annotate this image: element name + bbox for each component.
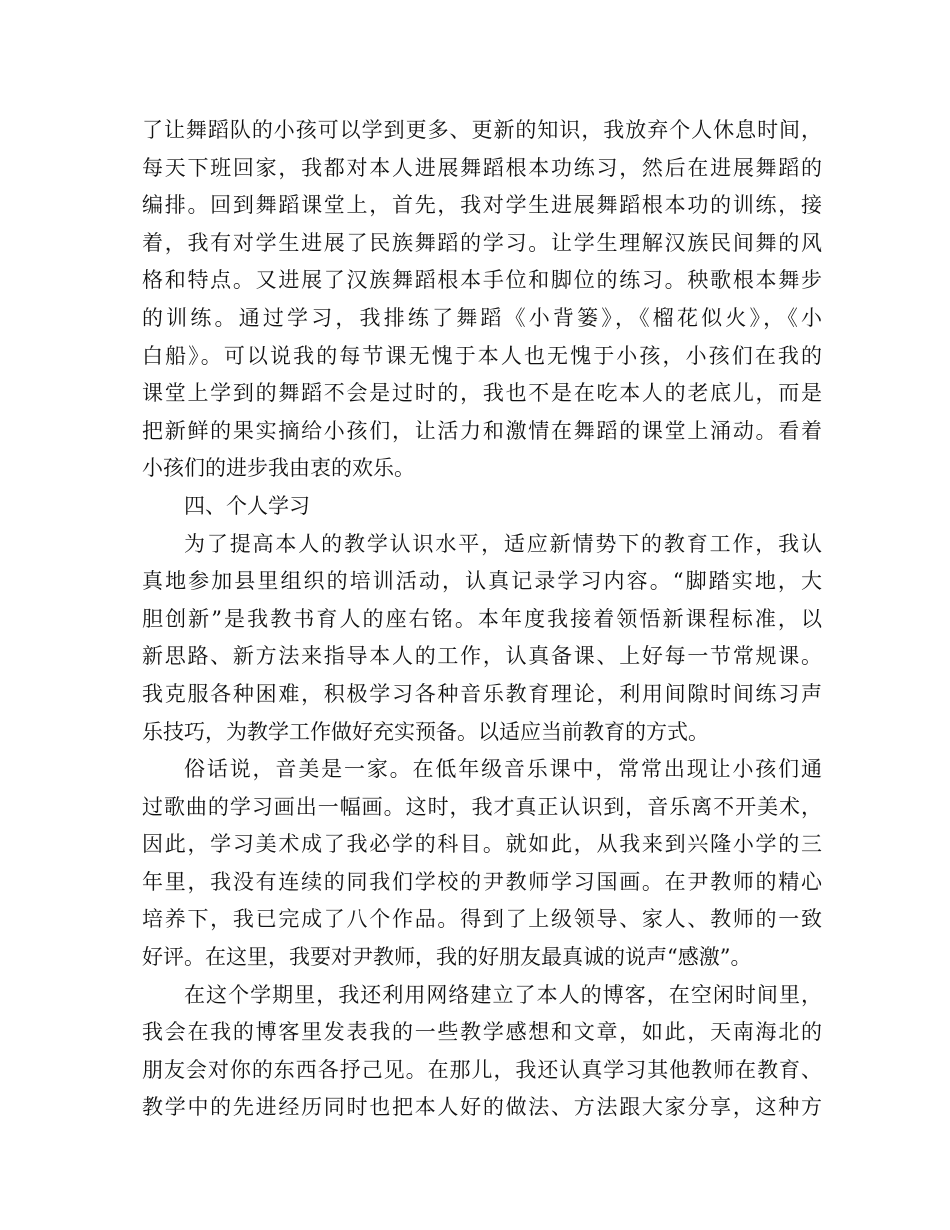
text-line: 朋友会对你的东西各抒己见。在那儿，我还认真学习其他教师在教育、 xyxy=(142,1057,822,1082)
text-line: 俗话说，音美是一家。在低年级音乐课中，常常出现让小孩们通 xyxy=(184,757,822,782)
text-line: 编排。回到舞蹈课堂上，首先，我对学生进展舞蹈根本功的训练，接 xyxy=(142,193,822,218)
text-line: 每天下班回家，我都对本人进展舞蹈根本功练习，然后在进展舞蹈的 xyxy=(142,155,822,180)
text-line: 因此，学习美术成了我必学的科目。就如此，从我来到兴隆小学的三 xyxy=(142,832,822,857)
text-line: 了让舞蹈队的小孩可以学到更多、更新的知识，我放弃个人休息时间， xyxy=(142,118,822,142)
section-heading: 四、个人学习 xyxy=(184,493,310,518)
text-line: 年里，我没有连续的同我们学校的尹教师学习国画。在尹教师的精心 xyxy=(142,869,822,894)
text-line: 把新鲜的果实摘给小孩们，让活力和激情在舞蹈的课堂上涌动。看着 xyxy=(142,418,822,443)
text-line: 格和特点。又进展了汉族舞蹈根本手位和脚位的练习。秧歌根本舞步 xyxy=(142,268,822,293)
text-line: 真地参加县里组织的培训活动，认真记录学习内容。“脚踏实地，大 xyxy=(142,569,822,594)
text-line: 着，我有对学生进展了民族舞蹈的学习。让学生理解汉族民间舞的风 xyxy=(142,230,822,255)
text-line: 的训练。通过学习，我排练了舞蹈《小背篓》，《榴花似火》，《小 xyxy=(142,305,822,330)
document-body xyxy=(142,112,822,1127)
text-line: 白船》。可以说我的每节课无愧于本人也无愧于小孩，小孩们在我的 xyxy=(142,343,822,368)
text-line: 我会在我的博客里发表我的一些教学感想和文章，如此，天南海北的 xyxy=(142,1020,822,1045)
text-line: 课堂上学到的舞蹈不会是过时的，我也不是在吃本人的老底儿，而是 xyxy=(142,381,822,406)
text-line: 教学中的先进经历同时也把本人好的做法、方法跟大家分享，这种方 xyxy=(142,1095,822,1120)
text-line: 为了提高本人的教学认识水平，适应新情势下的教育工作，我认 xyxy=(184,531,822,556)
text-line: 过歌曲的学习画出一幅画。这时，我才真正认识到，音乐离不开美术， xyxy=(142,794,822,819)
text-line: 胆创新”是我教书育人的座右铭。本年度我接着领悟新课程标准，以 xyxy=(142,606,822,631)
text-line: 培养下，我已完成了八个作品。得到了上级领导、家人、教师的一致 xyxy=(142,907,822,932)
text-line: 我克服各种困难，积极学习各种音乐教育理论，利用间隙时间练习声 xyxy=(142,681,822,706)
text-line: 在这个学期里，我还利用网络建立了本人的博客，在空闲时间里， xyxy=(184,982,822,1007)
text-line: 小孩们的进步我由衷的欢乐。 xyxy=(142,456,415,481)
text-line: 新思路、新方法来指导本人的工作，认真备课、上好每一节常规课。 xyxy=(142,644,822,669)
text-line: 好评。在这里，我要对尹教师，我的好朋友最真诚的说声“感激”。 xyxy=(142,945,752,970)
text-line: 乐技巧，为教学工作做好充实预备。以适应当前教育的方式。 xyxy=(142,719,709,744)
